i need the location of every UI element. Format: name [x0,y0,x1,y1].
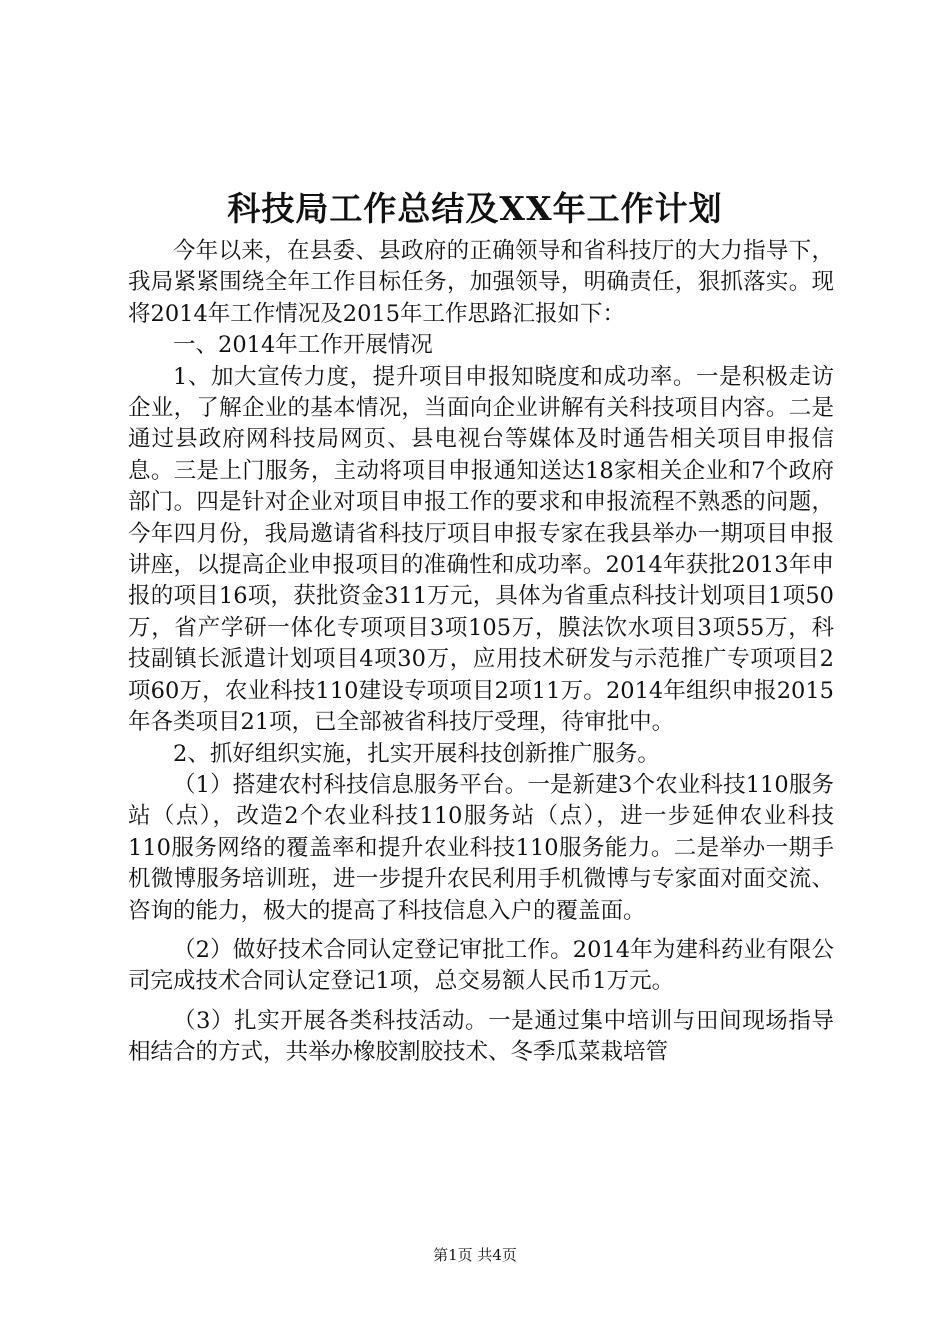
subitem-1-paragraph: （1）搭建农村科技信息服务平台。一是新建3个农业科技110服务站（点），改造2个农业科技110服务站（点），进一步延伸农业科技110服务网络的覆盖率和提升农业科技110服务能力。二是举办一期手机微博服务培训班，进一步提升农民利用手机微博与专家面对面交流、咨询的能力，极大的提高了科技信息入户的覆盖面。 [128,771,834,924]
item-1-paragraph: 1、加大宣传力度，提升项目申报知晓度和成功率。一是积极走访企业，了解企业的基本情况，当面向企业讲解有关科技项目内容。二是通过县政府网科技局网页、县电视台等媒体及时通告相关项目申报信息。三是上门服务，主动将项目申报通知送达18家相关企业和7个政府部门。四是针对企业对项目申报工作的要求和申报流程不熟悉的问题，今年四月份，我局邀请省科技厅项目申报专家在我县举办一期项目申报讲座，以提高企业申报项目的准确性和成功率。2014年获批2013年申报的项目16项，获批资金311万元，具体为省重点科技计划项目1项50万，省产学研一体化专项项目3项105万，膜法饮水项目3项55万，科技副镇长派遣计划项目4项30万，应用技术研发与示范推广专项项目2项60万，农业科技110建设专项项目2项11万。2014年组织申报2015年各类项目21项，已全部被省科技厅受理，待审批中。 [128,363,834,736]
subitem-3-paragraph: （3）扎实开展各类科技活动。一是通过集中培训与田间现场指导相结合的方式，共举办橡胶割胶技术、冬季瓜菜栽培管 [128,1007,834,1066]
intro-paragraph: 今年以来，在县委、县政府的正确领导和省科技厅的大力指导下，我局紧紧围绕全年工作目标任务，加强领导，明确责任，狠抓落实。现将2014年工作情况及2015年工作思路汇报如下： [128,238,834,327]
document-body [128,236,834,1069]
item-2-heading: 2、抓好组织实施，扎实开展科技创新推广服务。 [173,740,660,767]
document-title: 科技局工作总结及XX年工作计划 [227,189,723,228]
page-footer: 第1页 共4页 [433,1246,517,1264]
subitem-2-paragraph: （2）做好技术合同认定登记审批工作。2014年为建科药业有限公司完成技术合同认定登记1项，总交易额人民币1万元。 [128,936,834,995]
section-heading-1: 一、2014年工作开展情况 [173,332,433,359]
